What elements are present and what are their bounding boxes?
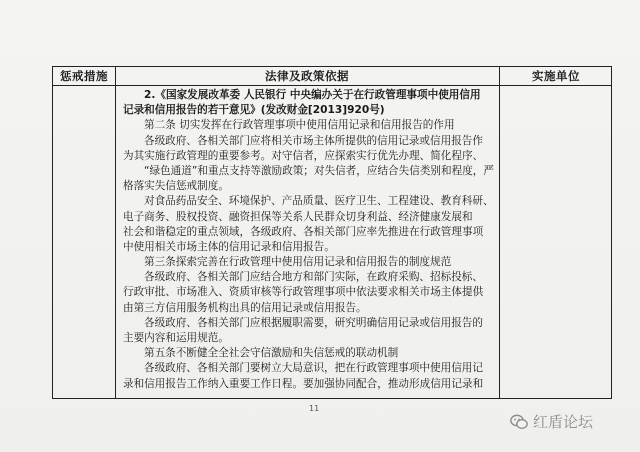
- text-line: 各级政府、各相关部门应结合地方和部门实际，在政府采购、招标投标、: [144, 271, 483, 284]
- text-line: 主要内容和运用规范。: [123, 332, 229, 344]
- text-line: 格落实失信惩戒制度。: [123, 180, 229, 193]
- basis-cell: [123, 88, 503, 392]
- text-line: 各级政府、各相关部门要树立大局意识，把在行政管理事项中使用信用记: [144, 362, 483, 375]
- text-line: 社会和谐稳定的重点领域，各级政府、各相关部门应率先推进在行政管理事项: [123, 225, 484, 238]
- text-line: 各级政府、各相关部门应根据履职需要，研究明确信用记录或信用报告的: [144, 316, 483, 329]
- text-line: 电子商务、股权投资、融资担保等关系人民群众切身利益、经济健康发展和: [123, 210, 473, 223]
- header-measure: 惩戒措施: [60, 69, 108, 83]
- text-line: 为其实施行政管理的重要参考。对守信者，应探索实行优先办理、简化程序、: [123, 149, 484, 162]
- article-heading: 第三条探索完善在行政管理中使用信用记录和信用报告的制度规范: [144, 256, 452, 269]
- document-title-line: 记录和信用报告的若干意见》(发改财金[2013]920号): [123, 104, 385, 117]
- watermark-text: 红盾论坛: [533, 413, 594, 431]
- text-line: “绿色通道”和重点支持等激励政策；对失信者，应结合失信类别和程度，严: [144, 164, 494, 177]
- article-heading: 第五条不断健全全社会守信激励和失信惩戒的联动机制: [144, 347, 399, 360]
- text-line: 各级政府、各相关部门应将相关市场主体所提供的信用记录或信用报告作: [144, 134, 483, 147]
- text-line: 对食品药品安全、环境保护、产品质量、医疗卫生、工程建设、教育科研、: [144, 195, 494, 208]
- page-number: 11: [309, 404, 320, 413]
- policy-table: [52, 66, 612, 399]
- watermark: [510, 411, 593, 432]
- wechat-icon: [510, 414, 528, 430]
- column-divider: [115, 67, 116, 398]
- text-line: 录和信用报告工作纳入重要工作日程。要加强协同配合，推动形成信用记录和: [123, 377, 484, 390]
- text-line: 行政审批、市场准入、资质审核等行政管理事项中依法要求相关市场主体提供: [123, 286, 484, 299]
- header-basis: 法律及政策依据: [265, 69, 349, 83]
- article-heading: 第二条 切实发挥在行政管理事项中使用信用记录和信用报告的作用: [144, 119, 455, 132]
- text-line: 由第三方信用服务机构出具的信用记录或信用报告。: [123, 301, 367, 314]
- text-line: 中使用相关市场主体的信用记录和信用报告。: [123, 240, 335, 253]
- header-unit: 实施单位: [532, 69, 580, 83]
- document-title-line: 2.《国家发展改革委 人民银行 中央编办关于在行政管理事项中使用信用: [144, 89, 481, 101]
- header-divider: [53, 85, 611, 86]
